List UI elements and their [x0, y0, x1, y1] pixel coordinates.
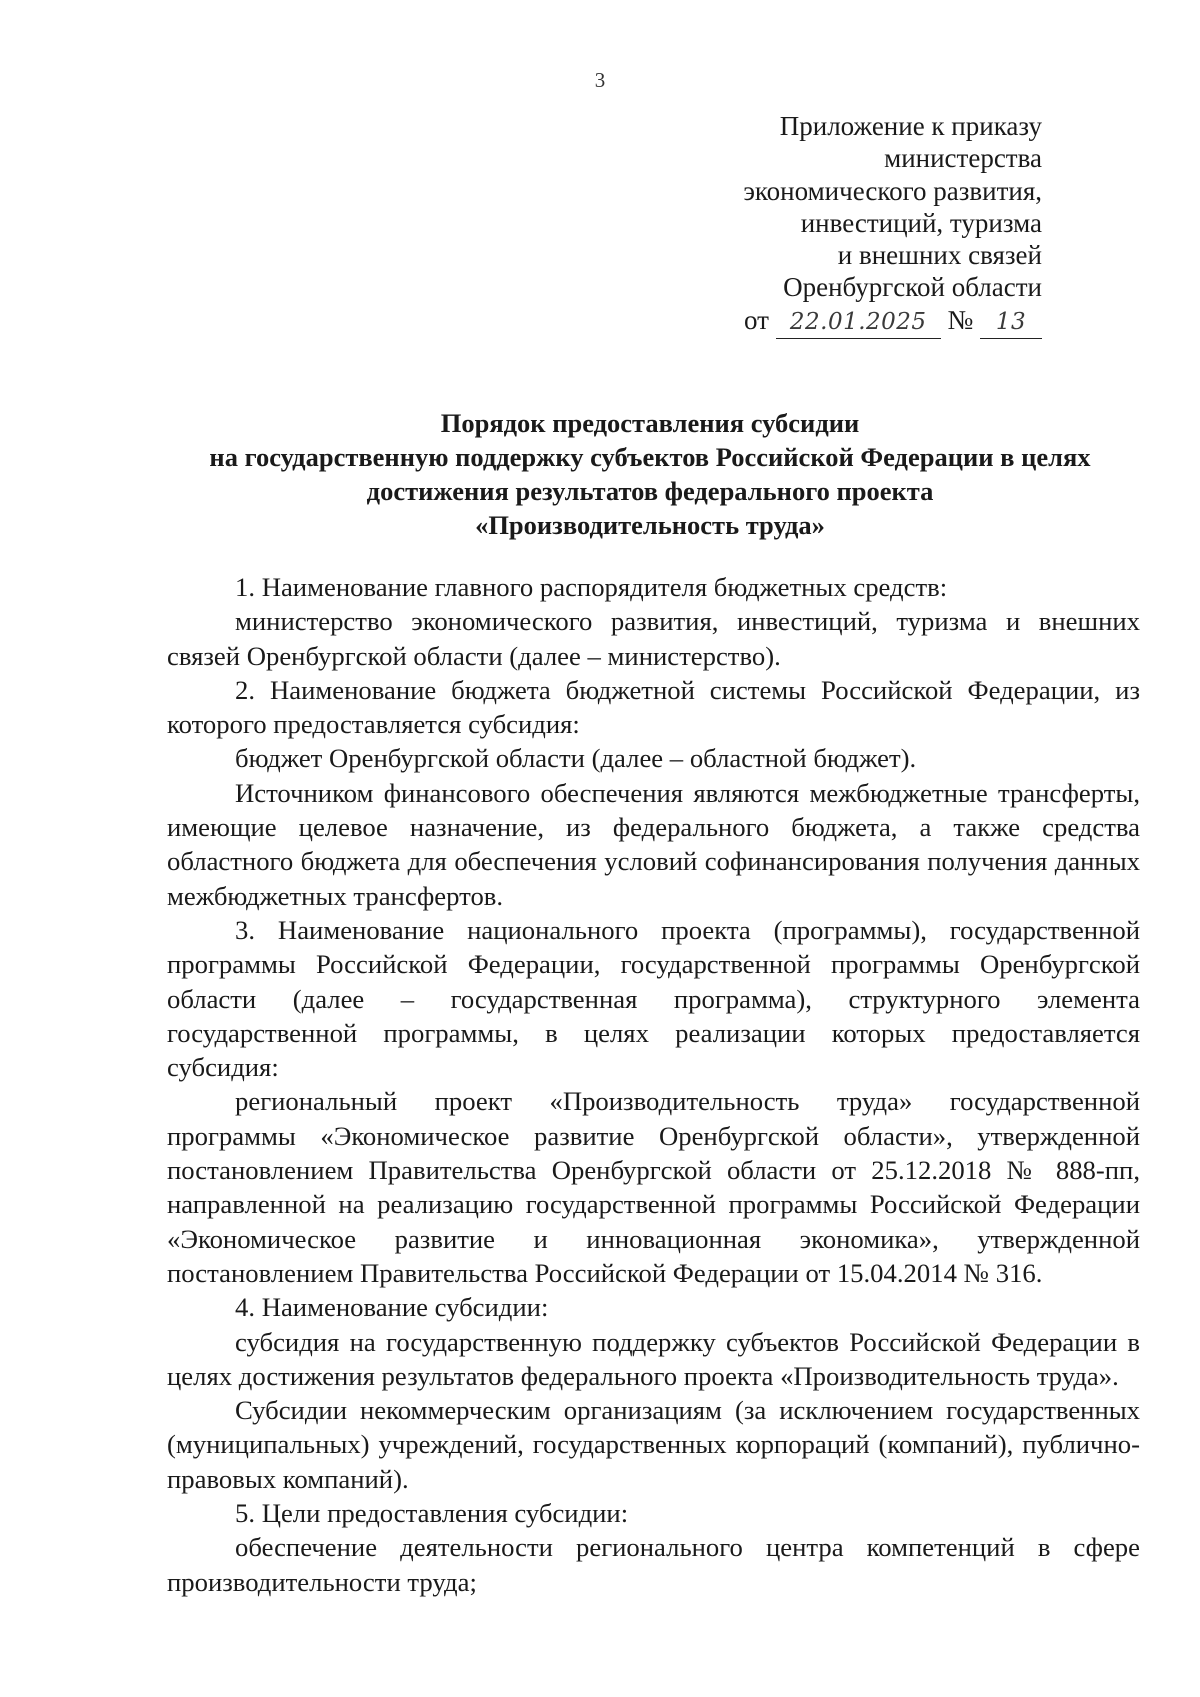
date-prefix: от [744, 304, 769, 335]
annex-line: Приложение к приказу [779, 111, 1042, 141]
number-prefix: № [947, 304, 974, 335]
paragraph: обеспечение деятельности регионального центра компетенций в сфере производительности труда; [167, 1532, 1140, 1597]
annex-line: министерства [884, 143, 1042, 174]
document-body [167, 570, 1140, 1599]
title-line: достижения результатов федерального проекта [366, 476, 934, 506]
paragraph: 2. Наименование бюджета бюджетной системы Российской Федерации, из которого предоставляется субсидия: [167, 674, 1140, 740]
number-field [980, 304, 1042, 339]
page-number: 3 [594, 68, 606, 92]
paragraph: Источником финансового обеспечения являются межбюджетные трансферты, имеющие целевое назначение, из федерального бюджета, а также средства областного бюджета для обеспечения условий софинансирования получения данных межбюджетных трансфертов. [167, 777, 1140, 911]
annex-date-number-line [582, 304, 1042, 339]
paragraph: 1. Наименование главного распорядителя бюджетных средств: [235, 572, 948, 602]
paragraph: Субсидии некоммерческим организациям (за исключением государственных (муниципальных) учреждений, государственных корпораций (компаний), публично-правовых компаний). [167, 1395, 1140, 1494]
date-field [776, 304, 941, 339]
annex-line: и внешних связей [837, 240, 1042, 271]
title-line: на государственную поддержку субъектов Российской Федерации в целях [209, 442, 1091, 472]
annex-line: Оренбургской области [783, 272, 1042, 303]
handwritten-number: 13 [995, 308, 1027, 335]
paragraph: региональный проект «Производительность труда» государственной программы «Экономическое развитие Оренбургской области», утвержденной постановлением Правительства Оренбургской области от 25.12.2018 № 888-пп, направленной на реализацию государственной программы Российской Федерации «Экономическое развитие и инновационная экономика», утвержденной постановлением Правительства Российской Федерации от 15.04.2014 № 316. [167, 1086, 1140, 1288]
annex-line: экономического развития, [743, 175, 1042, 206]
paragraph: бюджет Оренбургской области (далее – областной бюджет). [235, 743, 917, 774]
paragraph: министерство экономического развития, инвестиций, туризма и внешних связей Оренбургской области (далее – министерство). [167, 606, 1140, 671]
paragraph: субсидия на государственную поддержку субъектов Российской Федерации в целях достижения результатов федерального проекта «Производительность труда». [167, 1326, 1140, 1391]
title-line: «Производительность труда» [475, 510, 825, 540]
title-line: Порядок предоставления субсидии [440, 408, 860, 438]
paragraph: 5. Цели предоставления субсидии: [235, 1498, 629, 1529]
annex-line: инвестиций, туризма [800, 207, 1042, 238]
handwritten-date: 22.01.2025 [789, 308, 927, 335]
paragraph: 4. Наименование субсидии: [235, 1292, 549, 1323]
annex-header [582, 110, 1042, 339]
document-title [160, 406, 1140, 542]
paragraph: 3. Наименование национального проекта (программы), государственной программы Российской Федерации, государственной программы Оренбургской области (далее – государственная программа), структурного элемента государственной программы, в целях реализации которых предоставляется субсидия: [167, 914, 1140, 1083]
